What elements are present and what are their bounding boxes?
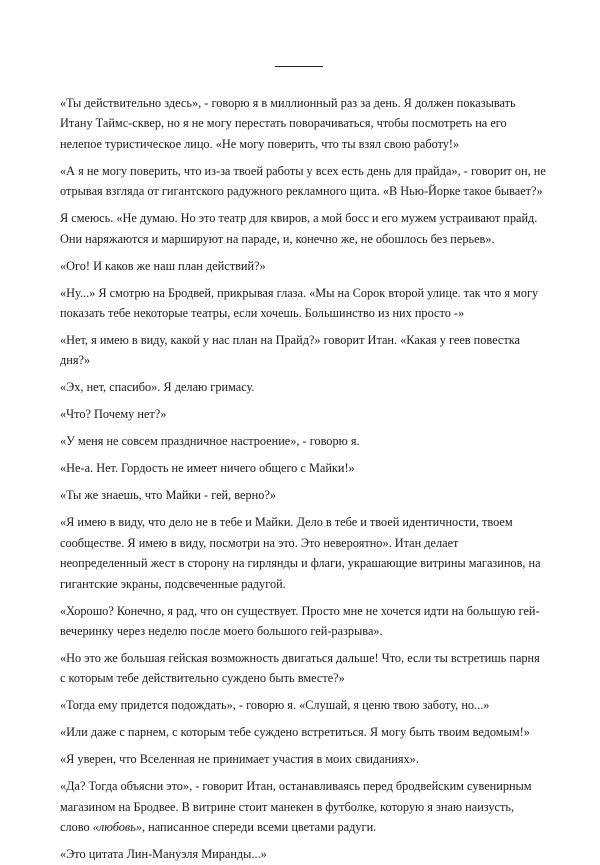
paragraph: «Или даже с парнем, с которым тебе суждено встретиться. Я могу быть твоим ведомым!» — [60, 725, 530, 740]
paragraph: «У меня не совсем праздничное настроение», - говорю я. — [60, 434, 360, 449]
paragraph: «А я не могу поверить, что из-за твоей работы у всех есть день для прайда», - говорит он, не отрывая взгляда от гигантского радужного рекламного щита. «В Нью-Йорке такое бывает?» — [60, 163, 546, 199]
paragraph: «Я имею в виду, что дело не в тебе и Майки. Дело в тебе и твоей идентичности, твоем сообществе. Я имею в виду, посмотри на это. Это невероятно». Итан делает неопределенный жест в сторону на гирлянды и флаги, украшающие витрины магазинов, на гигантские экраны, подсвеченные радугой. — [60, 515, 541, 591]
paragraph-text: , написанное спереди всеми цветами радуги. — [141, 820, 377, 835]
section-divider — [275, 66, 323, 67]
paragraph: «Хорошо? Конечно, я рад, что он существует. Просто мне не хочется идти на большую гей-вечеринку через неделю после моего большого гей-разрыва». — [60, 603, 540, 639]
paragraph: Я смеюсь. «Не думаю. Но это театр для квиров, а мой босс и его мужем устраивают прайд. Они наряжаются и маршируют на параде, и, конечно же, не обошлось без перьев». — [60, 211, 538, 246]
paragraph: «Ты действительно здесь», - говорю я в миллионный раз за день. Я должен показывать Итану Таймс-сквер, но я не могу перестать поворачиваться, чтобы посмотреть на его нелепое туристическое лицо. «Не могу поверить, что ты взял свою работу!» — [60, 96, 516, 151]
paragraph: «Ты же знаешь, что Майки - гей, верно?» — [60, 488, 276, 503]
paragraph: «Ого! И каков же наш план действий?» — [60, 258, 266, 273]
paragraph: «Нет, я имею в виду, какой у нас план на Прайд?» говорит Итан. «Какая у геев повестка дня?» — [60, 333, 520, 368]
page-text — [60, 93, 546, 865]
paragraph-text: «Да? Тогда объясни это», - говорит Итан, останавливаясь перед бродвейским сувенирным магазином на Бродвее. В витрине стоит манекен в футболке, которую я знаю наизусть, слово — [60, 779, 532, 835]
paragraph: «Это цитата Лин-Мануэля Миранды...» — [60, 847, 267, 862]
paragraph: «Что? Почему нет?» — [60, 407, 167, 422]
emphasized-word: «любовь» — [92, 820, 142, 835]
paragraph: «Эх, нет, спасибо». Я делаю гримасу. — [60, 380, 255, 395]
paragraph: «Тогда ему придется подождать», - говорю я. «Слушай, я ценю твою заботу, но...» — [60, 698, 490, 713]
paragraph: «Но это же большая гейская возможность двигаться дальше! Что, если ты встретишь парня с которым тебе действительно суждено быть вместе?» — [60, 651, 540, 686]
paragraph: «Ну...» Я смотрю на Бродвей, прикрывая глаза. «Мы на Сорок второй улице. так что я могу показать тебе некоторые театры, если хочешь. Большинство из них просто -» — [60, 285, 539, 321]
paragraph — [60, 776, 546, 837]
paragraph: «Я уверен, что Вселенная не принимает участия в моих свиданиях». — [60, 752, 419, 767]
paragraph: «Не-а. Нет. Гордость не имеет ничего общего с Майки!» — [60, 461, 355, 476]
